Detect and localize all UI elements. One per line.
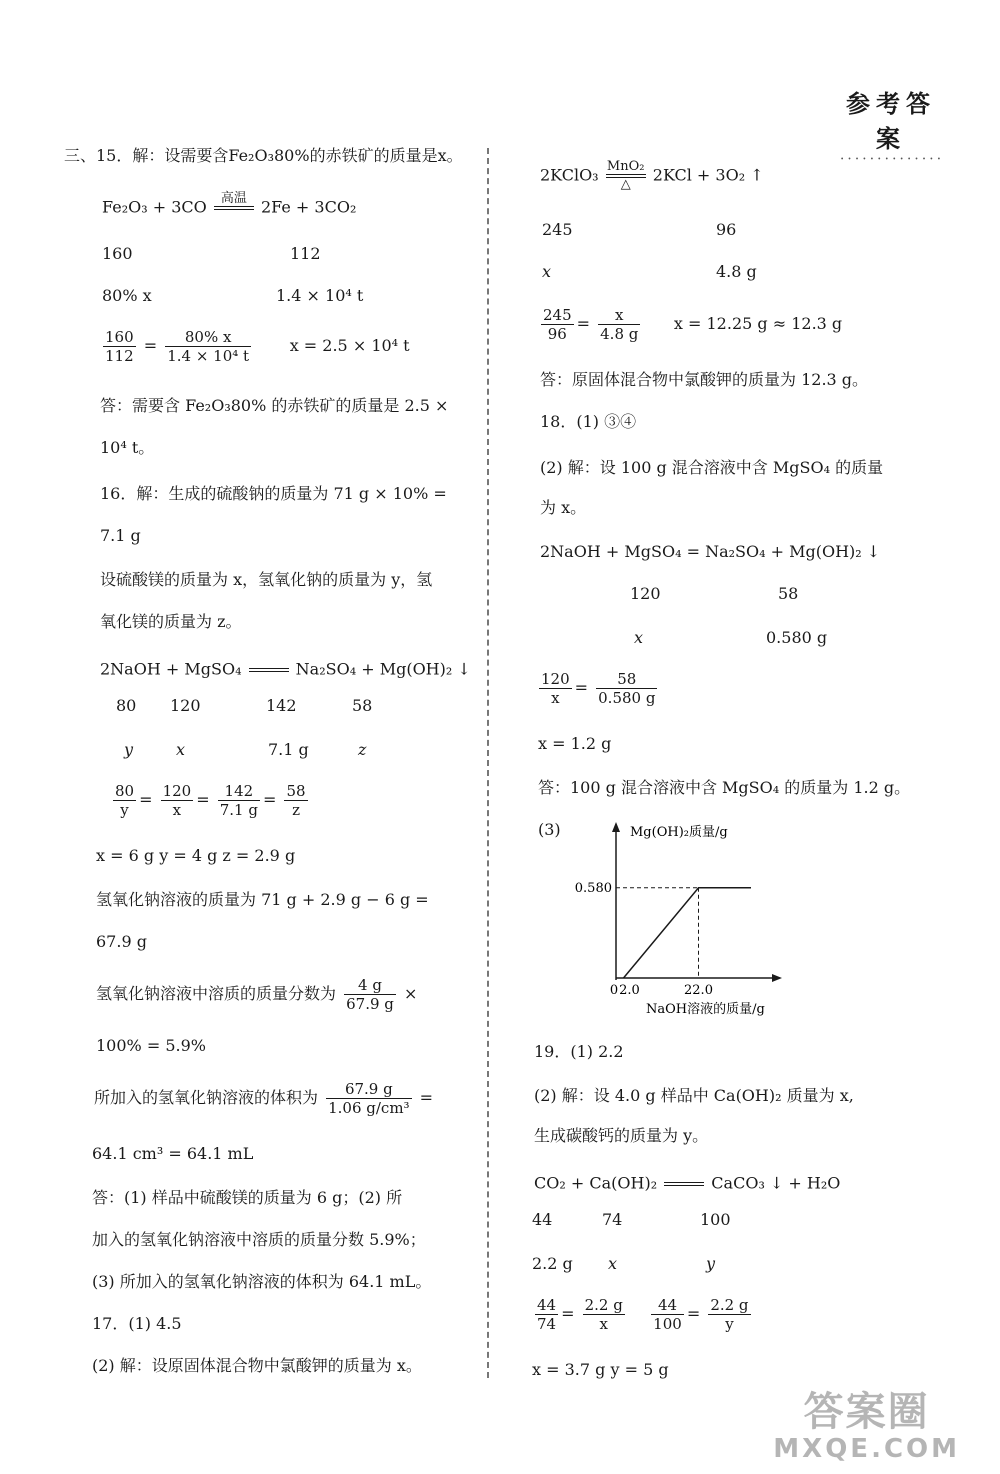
q16-line-1: 16．解：生成的硫酸钠的质量为 71 g × 10% = [100, 484, 447, 503]
q16-value-3: 7.1 g [268, 740, 309, 759]
x-tick-2.0: 2.0 [619, 983, 640, 998]
q15-value-2: 1.4 × 10⁴ t [276, 286, 364, 305]
x-tick-0: 0 [609, 983, 619, 998]
q18-frac-1: $\frac{120}{x}$ [541, 670, 570, 707]
q16-line-5: 氢氧化钠溶液的质量为 71 g + 2.9 g − 6 g = [96, 890, 429, 909]
q19-value-3: y [706, 1254, 716, 1273]
q16-line-3: 设硫酸镁的质量为 x，氢氧化钠的质量为 y，氢 [100, 570, 433, 589]
q16-line-2: 7.1 g [100, 526, 141, 545]
x-axis-label: NaOH溶液的质量/g [646, 1002, 765, 1017]
watermark-logo-text: 答案圈 [803, 1389, 930, 1435]
q17-result: x = 12.25 g ≈ 12.3 g [673, 314, 843, 333]
q16-molar-3: 142 [266, 696, 297, 715]
q16-proportion: $\frac{80}{y}$ = $\frac{120}{x}$ = $\frac{142}{7.1 g}$ = $\frac{58}{z}$ [115, 782, 306, 819]
header-dots: • • • • • • • • • • • • • • [840, 156, 942, 163]
watermark-url: MXQE.COM [773, 1434, 960, 1464]
q16-line-10: 64.1 cm³ = 64.1 mL [92, 1144, 254, 1163]
q19-line-1: 19．(1) 2.2 [534, 1042, 624, 1061]
q18-result: x = 1.2 g [538, 734, 612, 753]
q16-frac-4: $\frac{58}{z}$ [286, 782, 306, 819]
q17-line-1: 17．(1) 4.5 [92, 1314, 182, 1333]
q17-answer: 答：原固体混合物中氯酸钾的质量为 12.3 g。 [540, 370, 869, 389]
q15-eq-left: Fe₂O₃ + 3CO [102, 197, 207, 217]
q19-proportion: $\frac{44}{74}$ = $\frac{2.2 g}{x}$ $\frac{44}{100}$ = $\frac{2.2 g}{y}$ [537, 1296, 749, 1333]
q16-molar-1: 80 [116, 696, 137, 715]
q17-line-2: (2) 解：设原固体混合物中氯酸钾的质量为 x。 [92, 1356, 422, 1375]
q16-line-8: 100% = 5.9% [96, 1036, 206, 1055]
q19-line-3: 生成碳酸钙的质量为 y。 [534, 1126, 709, 1145]
x-axis-arrow [772, 974, 782, 982]
q19-molar-2: 74 [602, 1210, 623, 1229]
q18-equation: 2NaOH + MgSO₄ = Na₂SO₄ + Mg(OH)₂ ↓ [540, 542, 881, 561]
q15-molar-2: 112 [290, 244, 321, 263]
q15-molar-1: 160 [102, 244, 133, 263]
q16-frac-fraction: $\frac{4 g}{67.9 g}$ [346, 976, 394, 1013]
q16-frac-2: $\frac{120}{x}$ [162, 782, 192, 819]
q15-eq-cond: 高温 [220, 191, 247, 206]
q19-value-1: 2.2 g [532, 1254, 573, 1273]
q17-molar-2: 96 [716, 220, 737, 239]
q15-frac-2: $\frac{80\% x}{\text{1.4 × 10⁴ t}}$ [167, 328, 250, 365]
q15-intro: 三、15．解：设需要含Fe₂O₃80%的赤铁矿的质量是x。 [64, 146, 463, 165]
x-tick-22.0: 22.0 [684, 983, 713, 998]
q19-frac-1: $\frac{44}{74}$ [537, 1296, 557, 1333]
q16-answer-1: 答：(1) 样品中硫酸镁的质量为 6 g；(2) 所 [92, 1188, 403, 1207]
q16-line-4: 氧化镁的质量为 z。 [100, 612, 242, 631]
q19-value-2: x [608, 1254, 618, 1273]
q17-frac-2: $\frac{x}{4.8 g}$ [600, 306, 639, 343]
q18-value-1: x [634, 628, 644, 647]
q16-eq-left: 2NaOH + MgSO₄ [100, 659, 242, 679]
q16-answer-2: 加入的氢氧化钠溶液中溶质的质量分数 5.9%； [92, 1230, 426, 1249]
q19-molar-1: 44 [532, 1210, 553, 1229]
header-title: 参考答案 [846, 89, 936, 153]
q18-answer: 答：100 g 混合溶液中含 MgSO₄ 的质量为 1.2 g。 [538, 778, 911, 797]
q15-frac-1: $\frac{160}{112}$ [105, 328, 134, 365]
watermark [773, 1390, 960, 1464]
q19-line-2: (2) 解：设 4.0 g 样品中 Ca(OH)₂ 质量为 x, [534, 1086, 854, 1105]
q19-eq-arrow [664, 1168, 704, 1200]
q17-value-1: x [542, 262, 552, 281]
q19-result: x = 3.7 g y = 5 g [532, 1360, 669, 1379]
q17-molar-1: 245 [542, 220, 573, 239]
q16-frac-volume: $\frac{67.9 g}{\text{1.06 g/cm³}}$ [328, 1080, 410, 1117]
q16-line-6: 67.9 g [96, 932, 147, 951]
y-tick-0.580: 0.580 [574, 880, 612, 896]
q18-proportion: $\frac{120}{x}$ = $\frac{58}{0.580 g}$ [541, 670, 656, 707]
q16-line-7: 氢氧化钠溶液中溶质的质量分数为 $\frac{4 g}{67.9 g}$ × [96, 976, 418, 1013]
mgoh2-chart [566, 810, 806, 1020]
q19-frac-3: $\frac{44}{100}$ [653, 1296, 682, 1333]
q18-line-3: 为 x。 [540, 498, 587, 517]
q16-line-9: 所加入的氢氧化钠溶液的体积为 $\frac{67.9 g}{\text{1.06 g/cm³}}$ = [94, 1080, 434, 1117]
q15-answer-2: 10⁴ t。 [100, 438, 155, 457]
q16-value-2: x [176, 740, 186, 759]
q19-frac-4: $\frac{2.2 g}{y}$ [710, 1296, 749, 1333]
q16-frac-1: $\frac{80}{y}$ [115, 782, 135, 819]
q18-line-2: (2) 解：设 100 g 混合溶液中含 MgSO₄ 的质量 [540, 458, 884, 477]
column-divider [487, 148, 489, 1378]
q16-eq-arrow [249, 654, 289, 686]
q17-value-2: 4.8 g [716, 262, 757, 281]
q15-equation [102, 192, 356, 224]
q17-equation: 2KClO₃ MnO₂ △ 2KCl + 3O₂ ↑ [540, 159, 764, 192]
q18-line-1: 18．(1) ③④ [540, 412, 637, 431]
q16-eq-right: Na₂SO₄ + Mg(OH)₂ ↓ [295, 659, 471, 679]
q18-value-2: 0.580 g [766, 628, 828, 647]
q18-molar-1: 120 [630, 584, 661, 603]
y-axis-arrow [612, 822, 620, 832]
page-header [836, 84, 946, 163]
q18-part-3: (3) [538, 820, 561, 839]
q18-frac-2: $\frac{58}{0.580 g}$ [598, 670, 656, 707]
q19-molar-3: 100 [700, 1210, 731, 1229]
q16-value-1: y [124, 740, 134, 759]
q16-answer-3: (3) 所加入的氢氧化钠溶液的体积为 64.1 mL。 [92, 1272, 432, 1291]
q15-proportion: $\frac{160}{112}$ = $\frac{80\% x}{\text{1.4 × 10⁴ t}}$ x = 2.5 × 10⁴ t [105, 328, 410, 365]
q16-molar-2: 120 [170, 696, 201, 715]
q16-frac-3: $\frac{142}{7.1 g}$ [219, 782, 258, 819]
q16-result: x = 6 g y = 4 g z = 2.9 g [96, 846, 296, 865]
q15-eq-right: 2Fe + 3CO₂ [260, 197, 357, 217]
series-line [624, 888, 752, 978]
q15-value-1: 80% x [102, 286, 152, 305]
q17-proportion: $\frac{245}{96}$ = $\frac{x}{4.8 g}$ x = 12.25 g ≈ 12.3 g [543, 306, 843, 343]
q15-answer-1: 答：需要含 Fe₂O₃80% 的赤铁矿的质量是 2.5 × [100, 396, 449, 415]
q15-result: x = 2.5 × 10⁴ t [289, 336, 410, 355]
q16-equation [100, 654, 471, 686]
q16-molar-4: 58 [352, 696, 373, 715]
q19-equation: CO₂ + Ca(OH)₂ CaCO₃ ↓ + H₂O [534, 1168, 840, 1200]
q15-eq-arrow [214, 192, 254, 224]
q19-frac-2: $\frac{2.2 g}{x}$ [584, 1296, 623, 1333]
y-axis-label: Mg(OH)₂质量/g [630, 825, 728, 840]
q17-eq-arrow: MnO₂ △ [606, 159, 645, 192]
q16-value-4: z [358, 740, 367, 759]
q17-frac-1: $\frac{245}{96}$ [543, 306, 572, 343]
q18-molar-2: 58 [778, 584, 799, 603]
